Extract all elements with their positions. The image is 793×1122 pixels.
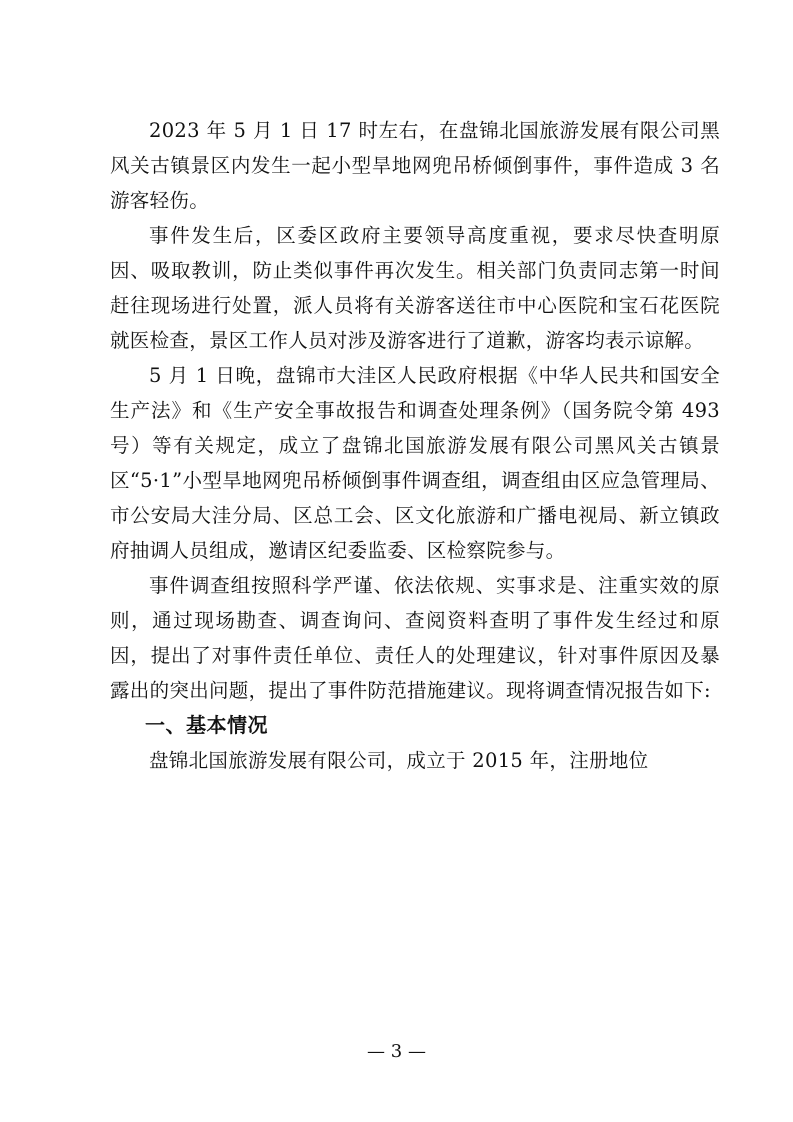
- paragraph-investigation-team: 5 月 1 日晚，盘锦市大洼区人民政府根据《中华人民共和国安全生产法》和《生产安全事故报告和调查处理条例》（国务院令第 493 号）等有关规定，成立了盘锦北国旅游发展有限公司黑风关古镇景区“5·1”小型旱地网兜吊桥倾倒事件调查组，调查组由区应急管理局、市公安局大洼分局、区总工会、区文化旅游和广播电视局、新立镇政府抽调人员组成，邀请区纪委监委、区检察院参与。: [110, 364, 720, 562]
- document-body: [110, 113, 720, 778]
- section-heading: 一、基本情况: [145, 713, 268, 737]
- page-number: — 3 —: [367, 1041, 426, 1062]
- paragraph-investigation-principles: 事件调查组按照科学严谨、依法依规、实事求是、注重实效的原则，通过现场勘查、调查询问、查阅资料查明了事件发生经过和原因，提出了对事件责任单位、责任人的处理建议，针对事件原因及暴露出的突出问题，提出了事件防范措施建议。现将调查情况报告如下:: [110, 574, 720, 702]
- paragraph-incident-summary: 2023 年 5 月 1 日 17 时左右，在盘锦北国旅游发展有限公司黑风关古镇景区内发生一起小型旱地网兜吊桥倾倒事件，事件造成 3 名游客轻伤。: [110, 119, 720, 212]
- paragraph-basic-info: 盘锦北国旅游发展有限公司，成立于 2015 年，注册地位: [149, 749, 649, 772]
- paragraph-response: 事件发生后，区委区政府主要领导高度重视，要求尽快查明原因、吸取教训，防止类似事件再次发生。相关部门负责同志第一时间赶往现场进行处置，派人员将有关游客送往市中心医院和宝石花医院就医检查，景区工作人员对涉及游客进行了道歉，游客均表示谅解。: [110, 224, 720, 352]
